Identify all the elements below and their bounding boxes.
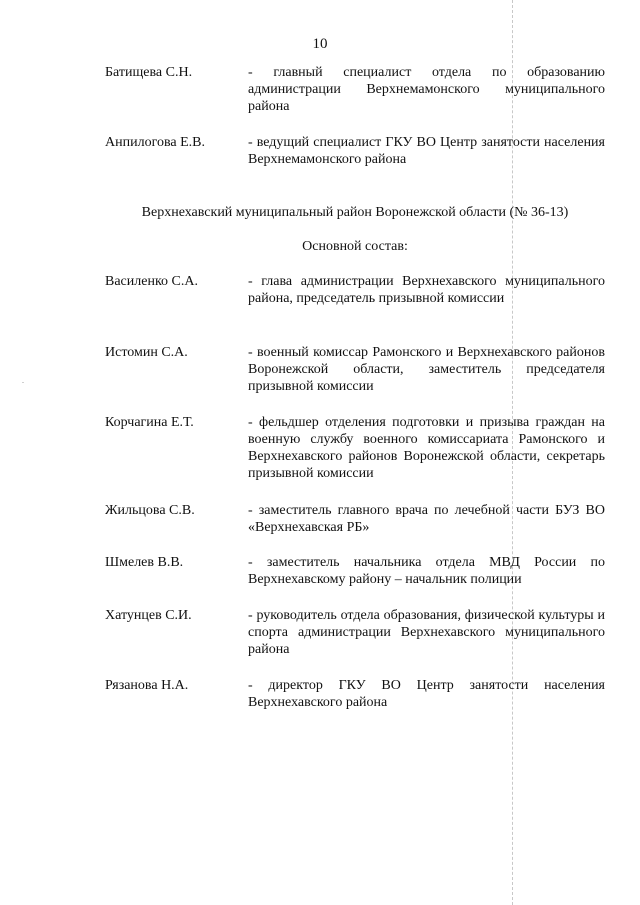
section-subtitle: Основной состав: (302, 239, 408, 254)
member-name: Василенко С.А. (105, 274, 198, 289)
member-role: - директор ГКУ ВО Центр занятости населения Верхнехавского района (248, 678, 605, 710)
member-role: - руководитель отдела образования, физической культуры и спорта администрации Верхнехавского муниципального района (248, 608, 605, 657)
scan-speck (22, 382, 24, 383)
page-number: 10 (312, 36, 328, 52)
member-role: - главный специалист отдела по образованию администрации Верхнемамонского муниципального района (248, 65, 605, 114)
section-title: Верхнехавский муниципальный район Воронежской области (№ 36-13) (141, 205, 569, 220)
member-role: - глава администрации Верхнехавского муниципального района, председатель призывной комиссии (248, 274, 605, 306)
member-role: - ведущий специалист ГКУ ВО Центр занятости населения Верхнемамонского района (248, 135, 605, 167)
member-name: Корчагина Е.Т. (105, 415, 194, 430)
member-role: - военный комиссар Рамонского и Верхнехавского районов Воронежской области, заместитель председателя призывной комиссии (248, 345, 605, 394)
member-name: Хатунцев С.И. (105, 608, 192, 623)
member-role: - заместитель главного врача по лечебной части БУЗ ВО «Верхнехавская РБ» (248, 503, 605, 535)
member-name: Шмелев В.В. (105, 555, 184, 570)
member-role: - фельдшер отделения подготовки и призыва граждан на военную службу военного комиссариата Рамонского и Верхнехавского районов Воронежской области, секретарь призывной комиссии (248, 415, 605, 481)
member-name: Жильцова С.В. (105, 503, 195, 518)
member-role: - заместитель начальника отдела МВД России по Верхнехавскому району – начальник полиции (248, 555, 605, 587)
member-name: Рязанова Н.А. (105, 678, 189, 693)
member-name: Анпилогова Е.В. (105, 135, 205, 150)
member-name: Истомин С.А. (105, 345, 188, 360)
member-name: Батищева С.Н. (105, 65, 193, 80)
